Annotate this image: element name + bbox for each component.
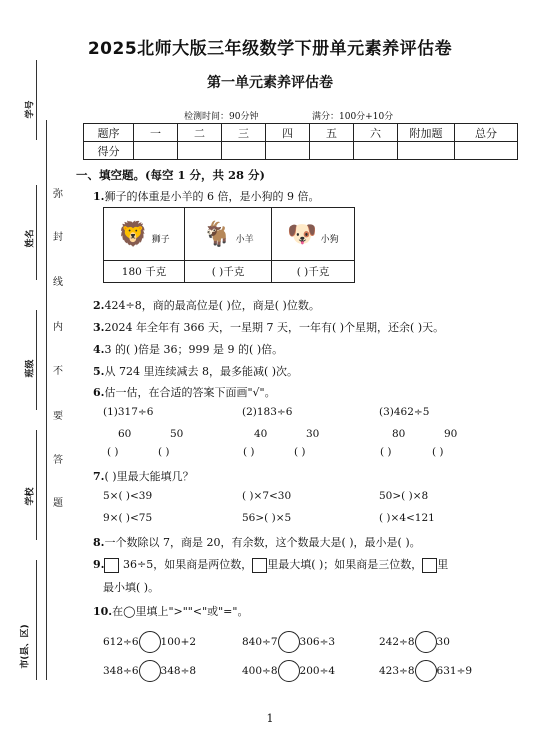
question-number: 9. [93, 558, 105, 571]
compare-right: 30 [436, 636, 450, 648]
tick-blank[interactable]: ( ) [243, 446, 255, 458]
compare-circle[interactable] [278, 631, 300, 653]
question-8 [93, 534, 421, 550]
question-9-continued: 最小填( )。 [103, 581, 160, 594]
score-header-cell: 六 [354, 124, 398, 142]
digit-box[interactable] [104, 558, 119, 573]
section-1-title: 一、填空题。(每空 1 分，共 28 分) [76, 168, 265, 182]
animal-weight-table [103, 207, 355, 283]
compare-left: 612÷6 [103, 636, 139, 648]
question-text: 在◯里填上">""<"或"="。 [112, 605, 249, 618]
compare-circle[interactable] [415, 660, 437, 682]
seal-char: 答 [53, 455, 63, 466]
question-text: 3 的( )倍是 36；999 是 9 的( )倍。 [104, 343, 284, 356]
estimate-option: 30 [306, 428, 320, 440]
question-7 [93, 468, 194, 484]
question-number: 4. [93, 343, 105, 356]
weight-cell[interactable]: ( )千克 [185, 261, 272, 283]
class-label: 班级 [25, 359, 36, 378]
question-text: 里 [437, 558, 449, 571]
question-text: 2024 年全年有 366 天，一星期 7 天，一年有( )个星期，还余( )天。 [104, 321, 445, 334]
compare-circle[interactable] [139, 660, 161, 682]
animal-label: 小羊 [235, 235, 254, 245]
goat-cell [185, 208, 272, 261]
compare-item [242, 631, 335, 653]
student-id-label: 学号 [25, 100, 36, 119]
seal-char: 不 [53, 366, 63, 377]
compare-item [103, 660, 196, 682]
weight-row [104, 261, 355, 283]
compare-item [379, 660, 472, 682]
digit-box[interactable] [422, 558, 437, 573]
estimate-option: 80 [392, 428, 406, 440]
digit-box[interactable] [252, 558, 267, 573]
score-header-cell: 四 [266, 124, 310, 142]
score-cell[interactable] [222, 142, 266, 160]
tick-blank[interactable]: ( ) [432, 446, 444, 458]
question-number: 2. [93, 299, 105, 312]
tick-blank[interactable]: ( ) [158, 446, 170, 458]
score-header-cell: 一 [134, 124, 178, 142]
question-text: 424÷8，商的最高位是( )位，商是( )位数。 [104, 299, 320, 312]
score-header-cell: 二 [178, 124, 222, 142]
question-text: 36÷5，如果商是两位数， [122, 558, 253, 571]
question-4 [93, 341, 283, 357]
score-row-label: 得分 [84, 142, 134, 160]
question-10 [93, 603, 248, 619]
compare-right: 100+2 [160, 636, 197, 648]
compare-right: 348÷8 [160, 665, 197, 677]
seal-char: 要 [53, 411, 63, 422]
score-cell[interactable] [134, 142, 178, 160]
estimate-option: 40 [254, 428, 268, 440]
compare-right: 200÷4 [299, 665, 336, 677]
question-number: 5. [93, 365, 105, 378]
city-line[interactable] [36, 560, 37, 680]
compare-item [379, 631, 450, 653]
fill-expr[interactable]: 56>( )×5 [242, 512, 292, 524]
dog-cell [272, 208, 355, 261]
name-line[interactable] [36, 185, 37, 280]
score-cell[interactable] [310, 142, 354, 160]
estimate-expr: (2)183÷6 [242, 406, 293, 418]
exam-time: 检测时间：90分钟 [184, 112, 259, 122]
compare-item [103, 631, 196, 653]
estimate-expr: (3)462÷5 [379, 406, 430, 418]
animal-label: 小狗 [320, 235, 339, 245]
estimate-option: 90 [444, 428, 458, 440]
question-text: 从 724 里连续减去 8，最多能减( )次。 [104, 365, 299, 378]
question-text: 狮子的体重是小羊的 6 倍，是小狗的 9 倍。 [104, 190, 320, 203]
compare-right: 631÷9 [436, 665, 473, 677]
question-number: 3. [93, 321, 105, 334]
compare-left: 423÷8 [379, 665, 415, 677]
score-cell[interactable] [266, 142, 310, 160]
tick-blank[interactable]: ( ) [107, 446, 119, 458]
question-text: 估一估，在合适的答案下面画"√"。 [104, 386, 276, 399]
tick-blank[interactable]: ( ) [294, 446, 306, 458]
compare-left: 348÷6 [103, 665, 139, 677]
question-3 [93, 319, 444, 335]
seal-char: 封 [53, 232, 63, 243]
question-9 [93, 556, 448, 573]
question-2 [93, 297, 320, 313]
dog-icon: 🐶 [287, 220, 318, 248]
question-text: 一个数除以 7，商是 20，有余数，这个数最大是( )，最小是( )。 [104, 536, 421, 549]
score-header-cell: 附加题 [398, 124, 455, 142]
question-6 [93, 384, 276, 400]
exam-title: 2025北师大版三年级数学下册单元素养评估卷 [87, 39, 453, 59]
full-score: 满分：100分+10分 [312, 112, 394, 122]
compare-item [242, 660, 335, 682]
score-table [83, 123, 518, 160]
question-number: 1. [93, 190, 105, 203]
student-id-line[interactable] [36, 60, 37, 140]
score-cell[interactable] [354, 142, 398, 160]
question-5 [93, 363, 298, 379]
score-cell[interactable] [178, 142, 222, 160]
score-table-score-row [84, 142, 518, 160]
compare-circle[interactable] [278, 660, 300, 682]
score-header-cell: 三 [222, 124, 266, 142]
compare-right: 306÷3 [299, 636, 336, 648]
name-label: 姓名 [25, 229, 36, 248]
school-line[interactable] [36, 430, 37, 540]
question-text: ( )里最大能填几？ [104, 470, 194, 483]
fill-expr[interactable]: 9×( )<75 [103, 512, 153, 524]
compare-circle[interactable] [415, 631, 437, 653]
animal-row [104, 208, 355, 261]
lion-cell [104, 208, 185, 261]
score-cell[interactable] [455, 142, 518, 160]
question-text: 里最大填( )；如果商是三位数， [267, 558, 423, 571]
score-table-header-row [84, 124, 518, 142]
question-1 [93, 188, 319, 204]
estimate-expr: (1)317÷6 [103, 406, 154, 418]
school-label: 学校 [25, 487, 36, 506]
lion-icon: 🦁 [118, 220, 149, 248]
page-number: 1 [266, 712, 274, 725]
weight-cell: 180 千克 [104, 261, 185, 283]
goat-icon: 🐐 [202, 220, 233, 248]
score-header-cell: 五 [310, 124, 354, 142]
weight-cell[interactable]: ( )千克 [272, 261, 355, 283]
question-number: 6. [93, 386, 105, 399]
fill-expr[interactable]: ( )×7<30 [242, 490, 292, 502]
tick-blank[interactable]: ( ) [380, 446, 392, 458]
city-label: 市(县、区) [20, 624, 31, 669]
fill-expr[interactable]: 50>( )×8 [379, 490, 429, 502]
estimate-option: 60 [118, 428, 132, 440]
score-header-cell: 总分 [455, 124, 518, 142]
question-number: 8. [93, 536, 105, 549]
score-cell[interactable] [398, 142, 455, 160]
seal-line [46, 120, 47, 680]
compare-left: 400÷8 [242, 665, 278, 677]
fill-expr[interactable]: 5×( )<39 [103, 490, 153, 502]
compare-left: 242÷8 [379, 636, 415, 648]
score-header-cell: 题序 [84, 124, 134, 142]
seal-char: 内 [53, 322, 63, 333]
class-line[interactable] [36, 310, 37, 410]
compare-circle[interactable] [139, 631, 161, 653]
seal-char: 题 [53, 498, 63, 509]
seal-char: 弥 [53, 189, 63, 200]
estimate-option: 50 [170, 428, 184, 440]
fill-expr[interactable]: ( )×4<121 [379, 512, 435, 524]
seal-char: 线 [53, 277, 63, 288]
animal-label: 狮子 [151, 235, 170, 245]
question-number: 10. [93, 605, 113, 618]
unit-subtitle: 第一单元素养评估卷 [207, 75, 333, 91]
question-number: 7. [93, 470, 105, 483]
compare-left: 840÷7 [242, 636, 278, 648]
